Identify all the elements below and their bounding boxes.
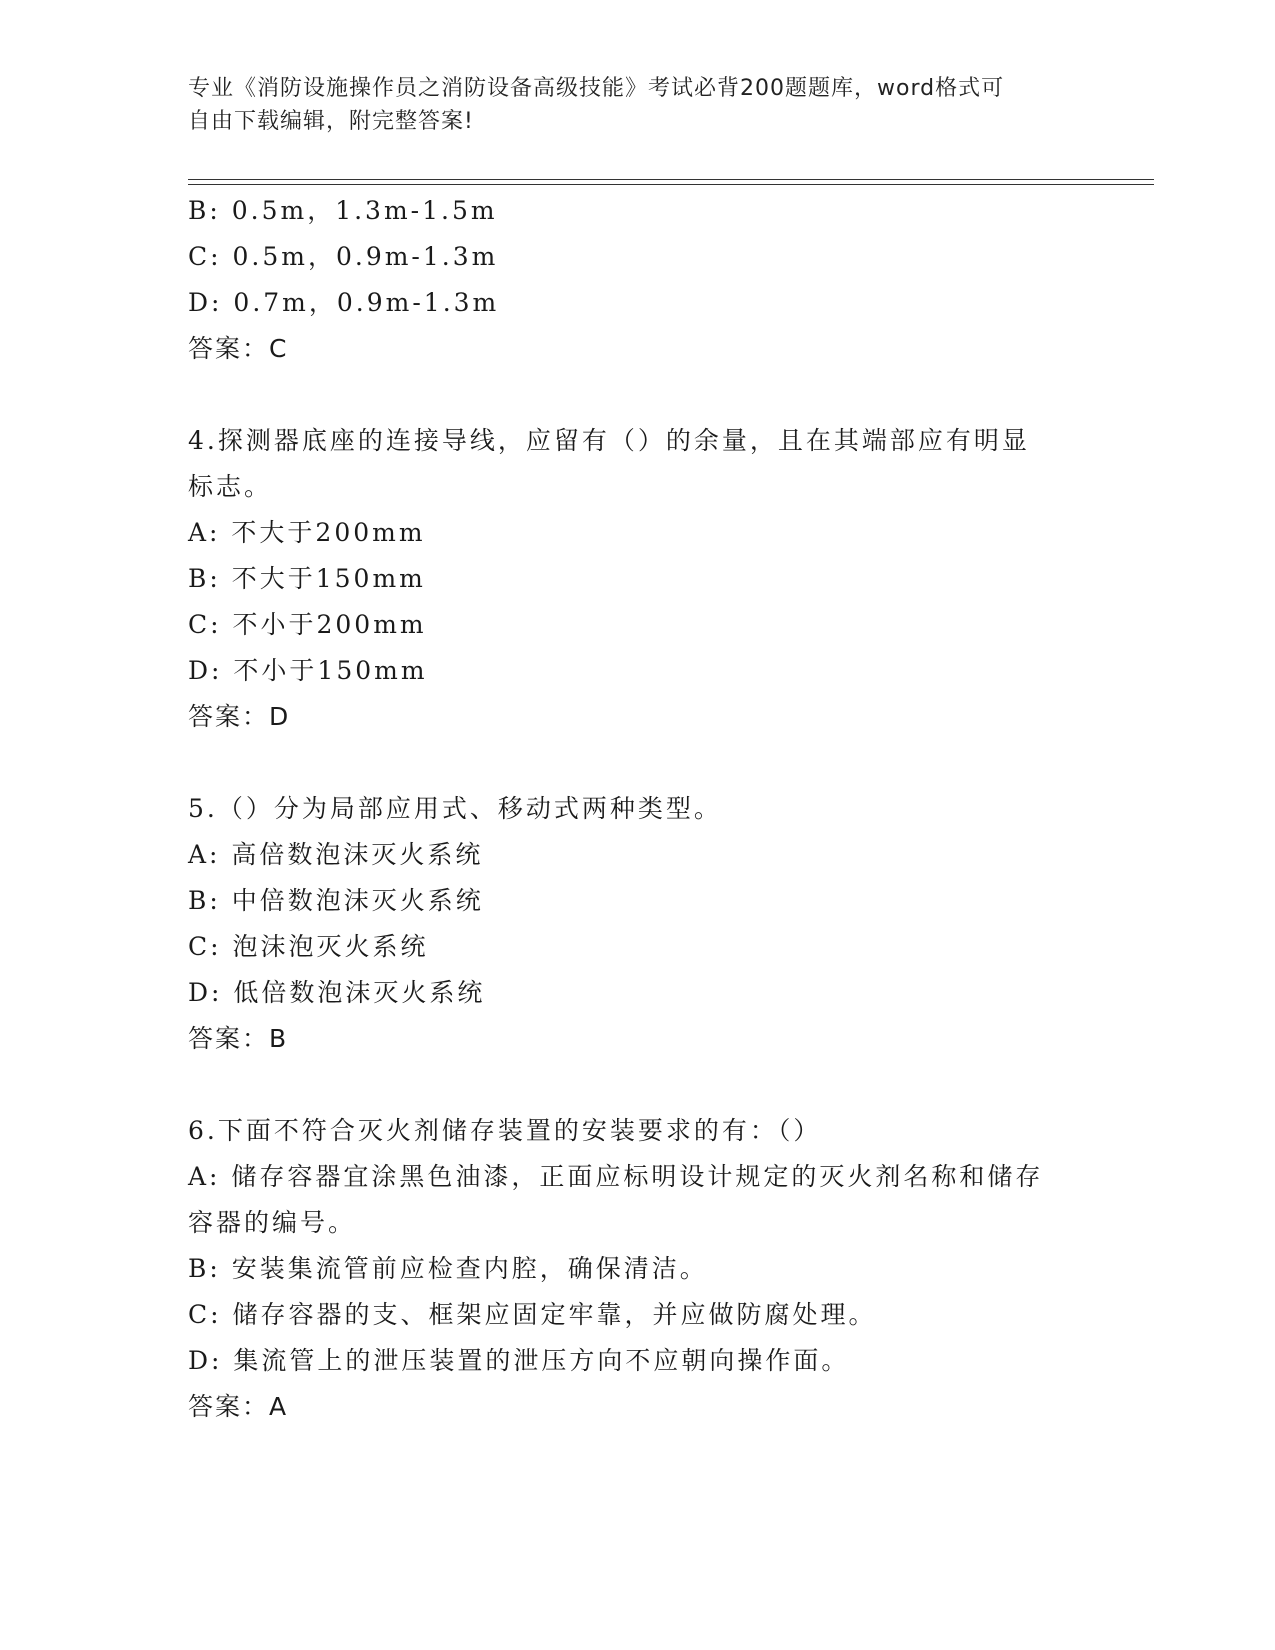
q3-option-c: C: 0.5m，0.9m-1.3m <box>188 242 499 271</box>
document-header <box>188 72 1088 138</box>
question-3 <box>188 188 1088 372</box>
question-list <box>188 188 1088 1430</box>
q6-option-a-line-1: A: 储存容器宜涂黑色油漆，正面应标明设计规定的灭火剂名称和储存 <box>188 1162 1044 1191</box>
q3-option-b: B: 0.5m，1.3m-1.5m <box>188 196 498 225</box>
header-title-line-1: 专业《消防设施操作员之消防设备高级技能》考试必背200题题库，word格式可 <box>188 76 1005 101</box>
q5-answer: 答案：B <box>188 1024 289 1053</box>
q5-option-c: C: 泡沫泡灭火系统 <box>188 932 429 961</box>
q4-stem-line-2: 标志。 <box>188 472 273 501</box>
q4-option-c: C: 不小于200mm <box>188 610 427 639</box>
q5-option-d: D: 低倍数泡沫灭火系统 <box>188 978 486 1007</box>
q4-answer: 答案：D <box>188 702 291 731</box>
q5-option-b: B: 中倍数泡沫灭火系统 <box>188 886 484 915</box>
q4-stem-line-1: 4.探测器底座的连接导线，应留有（）的余量，且在其端部应有明显 <box>188 426 1030 455</box>
q6-answer: 答案：A <box>188 1392 289 1421</box>
q4-option-d: D: 不小于150mm <box>188 656 428 685</box>
header-divider-top <box>188 179 1154 180</box>
q6-stem: 6.下面不符合灭火剂储存装置的安装要求的有：（） <box>188 1116 822 1145</box>
q5-option-a: A: 高倍数泡沫灭火系统 <box>188 840 484 869</box>
question-6 <box>188 1108 1088 1430</box>
question-5 <box>188 786 1088 1062</box>
q4-option-a: A: 不大于200mm <box>188 518 426 547</box>
spacer <box>188 740 1088 786</box>
q3-answer: 答案：C <box>188 334 289 363</box>
question-4 <box>188 418 1088 740</box>
spacer <box>188 1062 1088 1108</box>
header-title-line-2: 自由下载编辑，附完整答案! <box>188 109 474 134</box>
q6-option-a-line-2: 容器的编号。 <box>188 1208 357 1237</box>
q6-option-b: B: 安装集流管前应检查内腔，确保清洁。 <box>188 1254 708 1283</box>
q6-option-d: D: 集流管上的泄压装置的泄压方向不应朝向操作面。 <box>188 1346 850 1375</box>
q3-option-d: D: 0.7m，0.9m-1.3m <box>188 288 500 317</box>
header-divider-bottom <box>188 184 1154 185</box>
q6-option-c: C: 储存容器的支、框架应固定牢靠，并应做防腐处理。 <box>188 1300 877 1329</box>
spacer <box>188 372 1088 418</box>
q4-option-b: B: 不大于150mm <box>188 564 426 593</box>
q5-stem: 5.（）分为局部应用式、移动式两种类型。 <box>188 794 722 823</box>
